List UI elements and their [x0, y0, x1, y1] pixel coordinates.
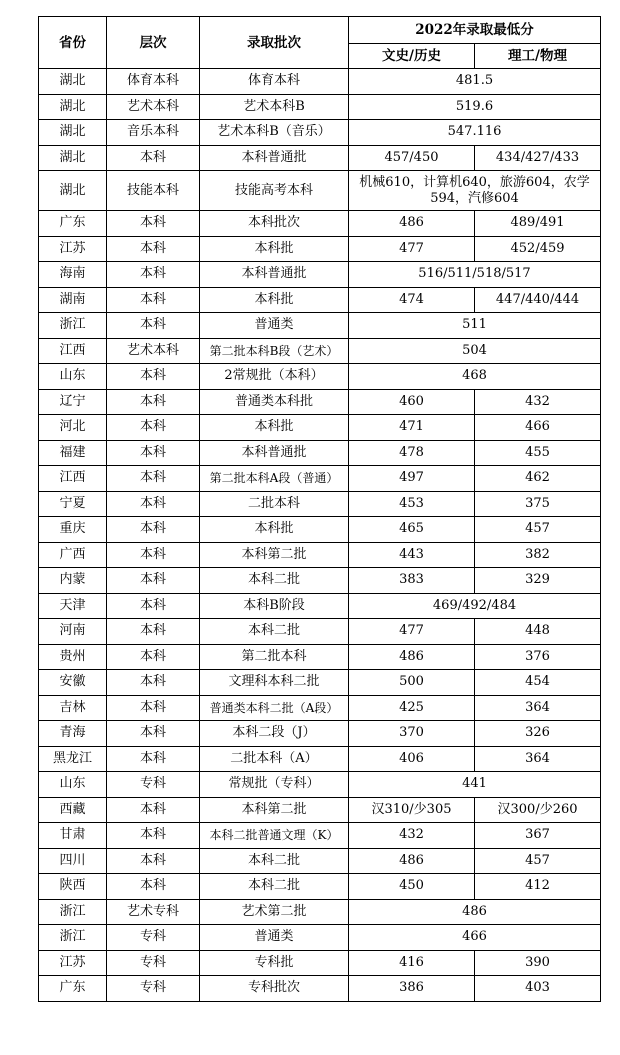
cell-level: 本科 [107, 823, 200, 849]
cell-level: 专科 [107, 925, 200, 951]
cell-batch: 第二批本科 [200, 644, 349, 670]
cell-province: 吉林 [39, 695, 107, 721]
cell-score-arts: 478 [349, 440, 475, 466]
cell-batch: 本科二段（J） [200, 721, 349, 747]
cell-province: 江苏 [39, 950, 107, 976]
cell-province: 河南 [39, 619, 107, 645]
cell-score-arts: 477 [349, 236, 475, 262]
cell-batch: 技能高考本科 [200, 171, 349, 211]
cell-batch: 本科普通批 [200, 262, 349, 288]
cell-level: 本科 [107, 262, 200, 288]
table-row [39, 466, 601, 492]
table-row [39, 171, 601, 211]
cell-score-merged: 468 [349, 364, 601, 390]
table-row [39, 517, 601, 543]
cell-batch: 本科批次 [200, 211, 349, 237]
cell-level: 本科 [107, 440, 200, 466]
cell-score-merged: 504 [349, 338, 601, 364]
cell-score-science: 452/459 [475, 236, 601, 262]
cell-score-arts: 443 [349, 542, 475, 568]
cell-level: 专科 [107, 950, 200, 976]
table-row [39, 542, 601, 568]
table-row [39, 874, 601, 900]
header-batch: 录取批次 [200, 17, 349, 69]
cell-score-science: 364 [475, 695, 601, 721]
table-row [39, 287, 601, 313]
cell-score-arts: 457/450 [349, 145, 475, 171]
cell-province: 湖北 [39, 145, 107, 171]
cell-score-science: 382 [475, 542, 601, 568]
cell-province: 广西 [39, 542, 107, 568]
cell-score-arts: 486 [349, 211, 475, 237]
cell-province: 广东 [39, 211, 107, 237]
table-row [39, 695, 601, 721]
cell-batch: 文理科本科二批 [200, 670, 349, 696]
header-province: 省份 [39, 17, 107, 69]
cell-batch: 本科批 [200, 415, 349, 441]
cell-level: 专科 [107, 772, 200, 798]
cell-score-arts: 453 [349, 491, 475, 517]
cell-province: 安徽 [39, 670, 107, 696]
cell-batch: 本科二批 [200, 874, 349, 900]
cell-province: 内蒙 [39, 568, 107, 594]
cell-level: 本科 [107, 287, 200, 313]
cell-score-arts: 477 [349, 619, 475, 645]
cell-province: 湖北 [39, 171, 107, 211]
table-row [39, 823, 601, 849]
cell-province: 黑龙江 [39, 746, 107, 772]
cell-score-arts: 460 [349, 389, 475, 415]
cell-level: 本科 [107, 670, 200, 696]
cell-province: 湖北 [39, 94, 107, 120]
cell-level: 本科 [107, 389, 200, 415]
table-row [39, 746, 601, 772]
cell-score-science: 454 [475, 670, 601, 696]
cell-province: 宁夏 [39, 491, 107, 517]
cell-batch: 2常规批（本科） [200, 364, 349, 390]
cell-score-science: 403 [475, 976, 601, 1002]
cell-batch: 艺术第二批 [200, 899, 349, 925]
table-row [39, 440, 601, 466]
table-row [39, 950, 601, 976]
cell-batch: 二批本科 [200, 491, 349, 517]
cell-score-science: 489/491 [475, 211, 601, 237]
cell-score-science: 汉300/少260 [475, 797, 601, 823]
cell-batch: 艺术本科B [200, 94, 349, 120]
cell-level: 本科 [107, 593, 200, 619]
cell-batch: 第二批本科B段（艺术） [200, 338, 349, 364]
admission-score-table [38, 16, 601, 1002]
cell-score-merged: 516/511/518/517 [349, 262, 601, 288]
table-row [39, 593, 601, 619]
table-row [39, 364, 601, 390]
table-row [39, 772, 601, 798]
cell-province: 广东 [39, 976, 107, 1002]
cell-level: 本科 [107, 721, 200, 747]
cell-batch: 本科二批 [200, 619, 349, 645]
cell-score-arts: 465 [349, 517, 475, 543]
cell-score-science: 434/427/433 [475, 145, 601, 171]
cell-province: 浙江 [39, 313, 107, 339]
table-row [39, 313, 601, 339]
table-row [39, 236, 601, 262]
cell-score-science: 326 [475, 721, 601, 747]
table-row [39, 338, 601, 364]
cell-level: 本科 [107, 236, 200, 262]
cell-batch: 专科批次 [200, 976, 349, 1002]
cell-batch: 本科二批普通文理（K） [200, 823, 349, 849]
cell-level: 本科 [107, 415, 200, 441]
cell-province: 湖北 [39, 69, 107, 95]
cell-province: 陕西 [39, 874, 107, 900]
cell-score-merged: 547.116 [349, 120, 601, 146]
cell-score-science: 367 [475, 823, 601, 849]
cell-score-science: 375 [475, 491, 601, 517]
cell-score-merged: 466 [349, 925, 601, 951]
table-row [39, 925, 601, 951]
cell-level: 本科 [107, 466, 200, 492]
cell-province: 湖北 [39, 120, 107, 146]
cell-level: 本科 [107, 644, 200, 670]
cell-level: 本科 [107, 874, 200, 900]
cell-score-merged: 481.5 [349, 69, 601, 95]
cell-score-arts: 432 [349, 823, 475, 849]
cell-score-arts: 425 [349, 695, 475, 721]
header-score-group: 2022年录取最低分 [349, 17, 601, 44]
cell-score-arts: 500 [349, 670, 475, 696]
cell-level: 本科 [107, 364, 200, 390]
cell-score-merged: 441 [349, 772, 601, 798]
table-row [39, 145, 601, 171]
cell-batch: 普通类本科批 [200, 389, 349, 415]
header-level: 层次 [107, 17, 200, 69]
cell-batch: 本科二批 [200, 848, 349, 874]
cell-level: 本科 [107, 145, 200, 171]
cell-level: 音乐本科 [107, 120, 200, 146]
cell-batch: 第二批本科A段（普通） [200, 466, 349, 492]
cell-score-science: 432 [475, 389, 601, 415]
cell-level: 本科 [107, 619, 200, 645]
cell-batch: 二批本科（A） [200, 746, 349, 772]
cell-score-science: 447/440/444 [475, 287, 601, 313]
cell-province: 湖南 [39, 287, 107, 313]
cell-province: 贵州 [39, 644, 107, 670]
cell-score-science: 457 [475, 517, 601, 543]
cell-level: 本科 [107, 848, 200, 874]
cell-province: 浙江 [39, 925, 107, 951]
cell-score-arts: 474 [349, 287, 475, 313]
table-row [39, 262, 601, 288]
cell-batch: 本科第二批 [200, 797, 349, 823]
cell-batch: 本科批 [200, 236, 349, 262]
cell-province: 天津 [39, 593, 107, 619]
table-row [39, 670, 601, 696]
table-row [39, 644, 601, 670]
cell-score-arts: 450 [349, 874, 475, 900]
cell-level: 本科 [107, 491, 200, 517]
cell-level: 专科 [107, 976, 200, 1002]
cell-score-arts: 383 [349, 568, 475, 594]
cell-province: 江苏 [39, 236, 107, 262]
cell-level: 本科 [107, 542, 200, 568]
cell-province: 辽宁 [39, 389, 107, 415]
cell-score-merged: 519.6 [349, 94, 601, 120]
cell-batch: 体育本科 [200, 69, 349, 95]
table-row [39, 120, 601, 146]
cell-score-arts: 497 [349, 466, 475, 492]
cell-score-science: 329 [475, 568, 601, 594]
cell-province: 重庆 [39, 517, 107, 543]
cell-province: 浙江 [39, 899, 107, 925]
cell-level: 艺术专科 [107, 899, 200, 925]
cell-province: 西藏 [39, 797, 107, 823]
cell-batch: 本科批 [200, 517, 349, 543]
table-row [39, 848, 601, 874]
cell-level: 本科 [107, 313, 200, 339]
cell-score-science: 412 [475, 874, 601, 900]
cell-level: 本科 [107, 695, 200, 721]
cell-province: 甘肃 [39, 823, 107, 849]
cell-batch: 本科批 [200, 287, 349, 313]
cell-level: 本科 [107, 568, 200, 594]
table-row [39, 797, 601, 823]
cell-score-science: 466 [475, 415, 601, 441]
cell-score-merged: 511 [349, 313, 601, 339]
cell-score-science: 457 [475, 848, 601, 874]
cell-score-merged: 469/492/484 [349, 593, 601, 619]
cell-batch: 常规批（专科） [200, 772, 349, 798]
table-row [39, 415, 601, 441]
cell-province: 海南 [39, 262, 107, 288]
cell-score-arts: 370 [349, 721, 475, 747]
header-arts: 文史/历史 [349, 44, 475, 69]
cell-score-merged: 486 [349, 899, 601, 925]
cell-level: 艺术本科 [107, 338, 200, 364]
cell-batch: 本科第二批 [200, 542, 349, 568]
cell-score-arts: 486 [349, 848, 475, 874]
cell-level: 艺术本科 [107, 94, 200, 120]
table-row [39, 491, 601, 517]
table-row [39, 94, 601, 120]
cell-batch: 普通类本科二批（A段） [200, 695, 349, 721]
cell-batch: 本科二批 [200, 568, 349, 594]
cell-score-science: 462 [475, 466, 601, 492]
table-body [39, 69, 601, 1002]
cell-score-arts: 416 [349, 950, 475, 976]
table-row [39, 976, 601, 1002]
cell-batch: 艺术本科B（音乐） [200, 120, 349, 146]
table-row [39, 568, 601, 594]
cell-province: 江西 [39, 466, 107, 492]
cell-province: 福建 [39, 440, 107, 466]
table-row [39, 389, 601, 415]
cell-batch: 普通类 [200, 925, 349, 951]
cell-score-arts: 汉310/少305 [349, 797, 475, 823]
table-row [39, 899, 601, 925]
cell-level: 本科 [107, 797, 200, 823]
cell-score-merged: 机械610，计算机640，旅游604，农学594，汽修604 [349, 171, 601, 211]
table-row [39, 69, 601, 95]
cell-batch: 本科普通批 [200, 145, 349, 171]
cell-level: 技能本科 [107, 171, 200, 211]
cell-score-arts: 471 [349, 415, 475, 441]
cell-level: 本科 [107, 211, 200, 237]
cell-province: 山东 [39, 772, 107, 798]
cell-batch: 本科普通批 [200, 440, 349, 466]
cell-province: 河北 [39, 415, 107, 441]
table-row [39, 721, 601, 747]
cell-batch: 普通类 [200, 313, 349, 339]
cell-batch: 专科批 [200, 950, 349, 976]
cell-score-science: 448 [475, 619, 601, 645]
cell-level: 体育本科 [107, 69, 200, 95]
cell-score-science: 390 [475, 950, 601, 976]
cell-province: 山东 [39, 364, 107, 390]
cell-level: 本科 [107, 746, 200, 772]
cell-score-arts: 406 [349, 746, 475, 772]
cell-province: 江西 [39, 338, 107, 364]
table-row [39, 211, 601, 237]
cell-score-arts: 386 [349, 976, 475, 1002]
cell-score-science: 364 [475, 746, 601, 772]
cell-province: 青海 [39, 721, 107, 747]
table-row [39, 619, 601, 645]
cell-score-arts: 486 [349, 644, 475, 670]
cell-level: 本科 [107, 517, 200, 543]
header-science: 理工/物理 [475, 44, 601, 69]
cell-score-science: 376 [475, 644, 601, 670]
cell-score-science: 455 [475, 440, 601, 466]
cell-batch: 本科B阶段 [200, 593, 349, 619]
cell-province: 四川 [39, 848, 107, 874]
